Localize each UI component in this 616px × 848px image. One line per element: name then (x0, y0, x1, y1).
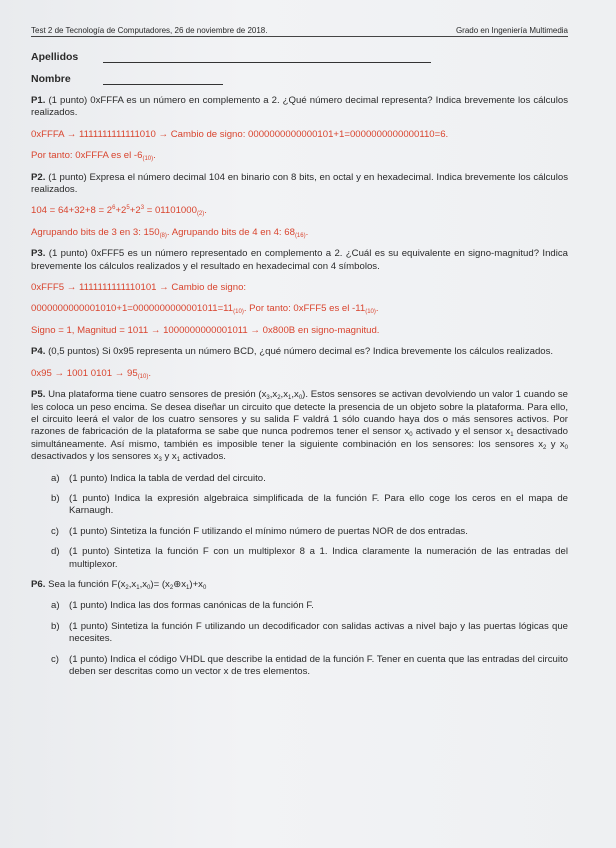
p2-a1-exp3: 3 (140, 205, 145, 212)
p5-item-d (51, 546, 568, 571)
p5-s1b: 1 (510, 432, 514, 439)
p1-answer-1: 0xFFFA → 1111111111111010 → Cambio de signo: 0000000000000101+1=0000000000000110=6. (31, 128, 449, 140)
header-left: Test 2 de Tecnología de Computadores, 26 de noviembre de 2018. (31, 26, 268, 35)
p5-item-a-marker: a) (51, 472, 60, 484)
p2-a1-exp1: 6 (112, 205, 116, 212)
p6-item-a-text: (1 punto) Indica las dos formas canónicas de la función F. (69, 600, 314, 612)
p5-item-c (51, 526, 568, 538)
p3-a2-sub2: (10) (365, 309, 376, 316)
p5-t5: y x (546, 438, 565, 450)
question-p3 (31, 248, 568, 273)
question-p4 (31, 346, 568, 358)
apellidos-line (103, 52, 431, 63)
p2-a1-pre: 104 = 64+32+8 = 2 (31, 205, 113, 217)
p1-text: (1 punto) 0xFFFA es un número en complemento a 2. ¿Qué número decimal representa? Indica brevemente los cálculos realizados. (31, 95, 569, 119)
p2-a1-end: . (204, 205, 207, 217)
p2-text: (1 punto) Expresa el número decimal 104 en binario con 8 bits, en octal y en hexadecimal. Indica brevemente los cálculos realizados. (31, 171, 568, 196)
p6-t2: )= (x (150, 578, 170, 590)
p1-a2-text: Por tanto: 0xFFFA es el -6 (31, 150, 143, 162)
p6-item-b-text: (1 punto) Sintetiza la función F utilizando un decodificador con salidas activas a nivel bajo y las puertas lógicas que necesites. (69, 620, 568, 645)
nombre-field (31, 73, 568, 85)
p3-answer-1: 0xFFF5 → 1111111111110101 → Cambio de signo: (31, 282, 247, 294)
question-p6 (31, 579, 568, 591)
p5-item-d-marker: d) (51, 546, 60, 558)
p4-answer-1 (31, 368, 568, 380)
nombre-line (103, 74, 223, 85)
p2-a2-mid: . Agrupando bits de 4 en 4: 68 (166, 226, 295, 238)
p5-item-d-text: (1 punto) Sintetiza la función F con un multiplexor 8 a 1. Indica claramente la numeración de las entradas del multiplexor. (69, 546, 568, 570)
p6-s1b: 1 (186, 584, 190, 591)
p5-number: P5. (31, 389, 46, 401)
p5-s0: 0 (298, 395, 303, 402)
p3-answer-3: Signo = 1, Magnitud = 1011 → 1000000000001011 → 0x800B en signo-magnitud. (31, 324, 380, 336)
p3-a2-pre: 0000000000001010+1=0000000000001011=11 (31, 303, 234, 315)
p4-a1-sub: (10) (137, 373, 149, 380)
p6-s2: 2 (125, 584, 129, 591)
p6-number: P6. (31, 578, 46, 590)
p2-a2-sub1: (8) (159, 232, 167, 239)
p6-s2b: 2 (169, 584, 174, 591)
p6-s0: 0 (147, 584, 151, 591)
p4-a1-end: . (148, 367, 152, 379)
p5-c2: ,x (280, 389, 289, 401)
p5-s2: 2 (277, 395, 281, 402)
header-right: Grado en Ingeniería Multimedia (455, 26, 568, 35)
p5-s0c: 0 (564, 444, 568, 451)
apellidos-field (31, 51, 568, 63)
p5-s1: 1 (288, 395, 292, 402)
p5-item-c-marker: c) (51, 525, 59, 537)
nombre-label: Nombre (31, 73, 71, 85)
p3-a2-end: . (375, 303, 379, 315)
p2-a1-m1: +2 (115, 205, 127, 217)
page-header (31, 26, 568, 37)
p4-number: P4. (31, 346, 46, 358)
apellidos-label: Apellidos (31, 51, 79, 63)
p1-a2-sub: (10) (142, 156, 154, 163)
p2-answer-2 (31, 227, 568, 239)
p6-item-b-marker: b) (51, 620, 60, 632)
p5-s3: 3 (266, 395, 270, 402)
p6-item-c (51, 654, 568, 679)
question-p2 (31, 172, 568, 197)
p2-number: P2. (31, 171, 46, 183)
p5-t3: activado y el sensor x (412, 426, 511, 438)
p5-item-b-text: (1 punto) Indica la expresión algebraica simplificada de la función F. Para ello coge los ceros en el mapa de Karnaugh. (69, 492, 568, 517)
p6-c1: ,x (128, 578, 137, 590)
p6-item-c-text: (1 punto) Indica el código VHDL que describe la entidad de la función F. Tener en cuenta que las entradas del circuito deben ser descritas como un vector x de tres elementos. (69, 653, 568, 677)
p5-c3: ,x (291, 389, 299, 401)
p5-s1c: 1 (176, 457, 181, 464)
p1-answer-2 (31, 150, 568, 162)
question-p5 (31, 389, 568, 463)
p5-item-b (51, 493, 568, 518)
p6-t3: ⊕x (173, 578, 187, 590)
p3-a2-mid: . Por tanto: 0xFFF5 es el -11 (243, 303, 366, 315)
p5-subquestions (31, 473, 568, 571)
p5-t1: Una plataforma tiene cuatro sensores de presión (x (48, 389, 267, 401)
p6-item-c-marker: c) (51, 653, 59, 665)
p5-item-a-text: (1 punto) Indica la tabla de verdad del circuito. (69, 472, 266, 484)
p6-c2: ,x (139, 578, 148, 590)
p5-t4: desactivado simultáneamente. Así mismo, también es imposible tener la siguiente combinación en los sensores: los sensores x (31, 426, 568, 450)
p5-t6: desactivados y los sensores x (31, 451, 159, 463)
p3-answer-2 (31, 303, 568, 315)
p2-a1-exp2: 5 (126, 205, 130, 212)
p6-s0b: 0 (202, 584, 207, 591)
p1-a2-end: . (153, 150, 156, 162)
p2-a1-sub: (2) (196, 211, 205, 218)
p2-answer-1 (31, 205, 568, 217)
p5-item-c-text: (1 punto) Sintetiza la función F utilizando el mínimo número de puertas NOR de dos entradas. (69, 525, 468, 537)
p4-text: (0,5 puntos) Si 0x95 representa un número BCD, ¿qué número decimal es? Indica brevemente los cálculos realizados. (48, 346, 554, 358)
p5-t2: ). Estos sensores se activan devolviendo un valor 1 cuando se les coloca un peso encima. Se desea diseñar un circuito que detecte la presencia de un objeto sobre la plataforma. Para ello, el circuito leerá el valor de los cuatro sensores y su salida F valdrá 1 sólo cuando haya dos o más sensores activos. Por razones de fabricación de la plataforma se sabe que nunca podremos tener el sensor x (31, 389, 568, 438)
p5-s0b: 0 (409, 432, 413, 439)
p6-item-a-marker: a) (51, 600, 60, 612)
p3-number: P3. (31, 248, 46, 260)
p3-a2-sub1: (10) (233, 309, 244, 316)
p5-s2b: 2 (543, 444, 547, 451)
p6-t4: )+x (189, 578, 203, 590)
question-p1 (31, 95, 568, 120)
p6-item-b (51, 621, 568, 646)
p2-a1-m2: +2 (129, 205, 141, 217)
p6-t1: Sea la función F(x (48, 578, 126, 590)
p3-text: (1 punto) 0xFFF5 es un número representado en complemento a 2. ¿Cuál es su equivalente en signo-magnitud? Indica brevemente los cálculos realizados y el resultado en hexadecimal con 4 símbolos. (31, 248, 569, 272)
p6-item-a (51, 600, 568, 612)
p1-number: P1. (31, 95, 46, 106)
p6-subquestions (31, 600, 568, 678)
p2-a2-pre: Agrupando bits de 3 en 3: 150 (31, 226, 160, 238)
p4-a1-pre: 0x95 → 1001 0101 → 95 (31, 367, 138, 379)
p2-a2-end: . (305, 226, 309, 238)
p2-a2-sub2: (16) (294, 232, 306, 239)
p2-a1-m3: = 01101000 (144, 205, 197, 217)
p5-s3b: 3 (158, 457, 162, 464)
p5-item-a (51, 473, 568, 485)
p6-s1: 1 (136, 584, 140, 591)
p5-t7: y x (161, 451, 177, 463)
p5-c1: ,x (269, 389, 278, 401)
p5-item-b-marker: b) (51, 492, 60, 504)
p5-t8: activados. (180, 451, 226, 463)
